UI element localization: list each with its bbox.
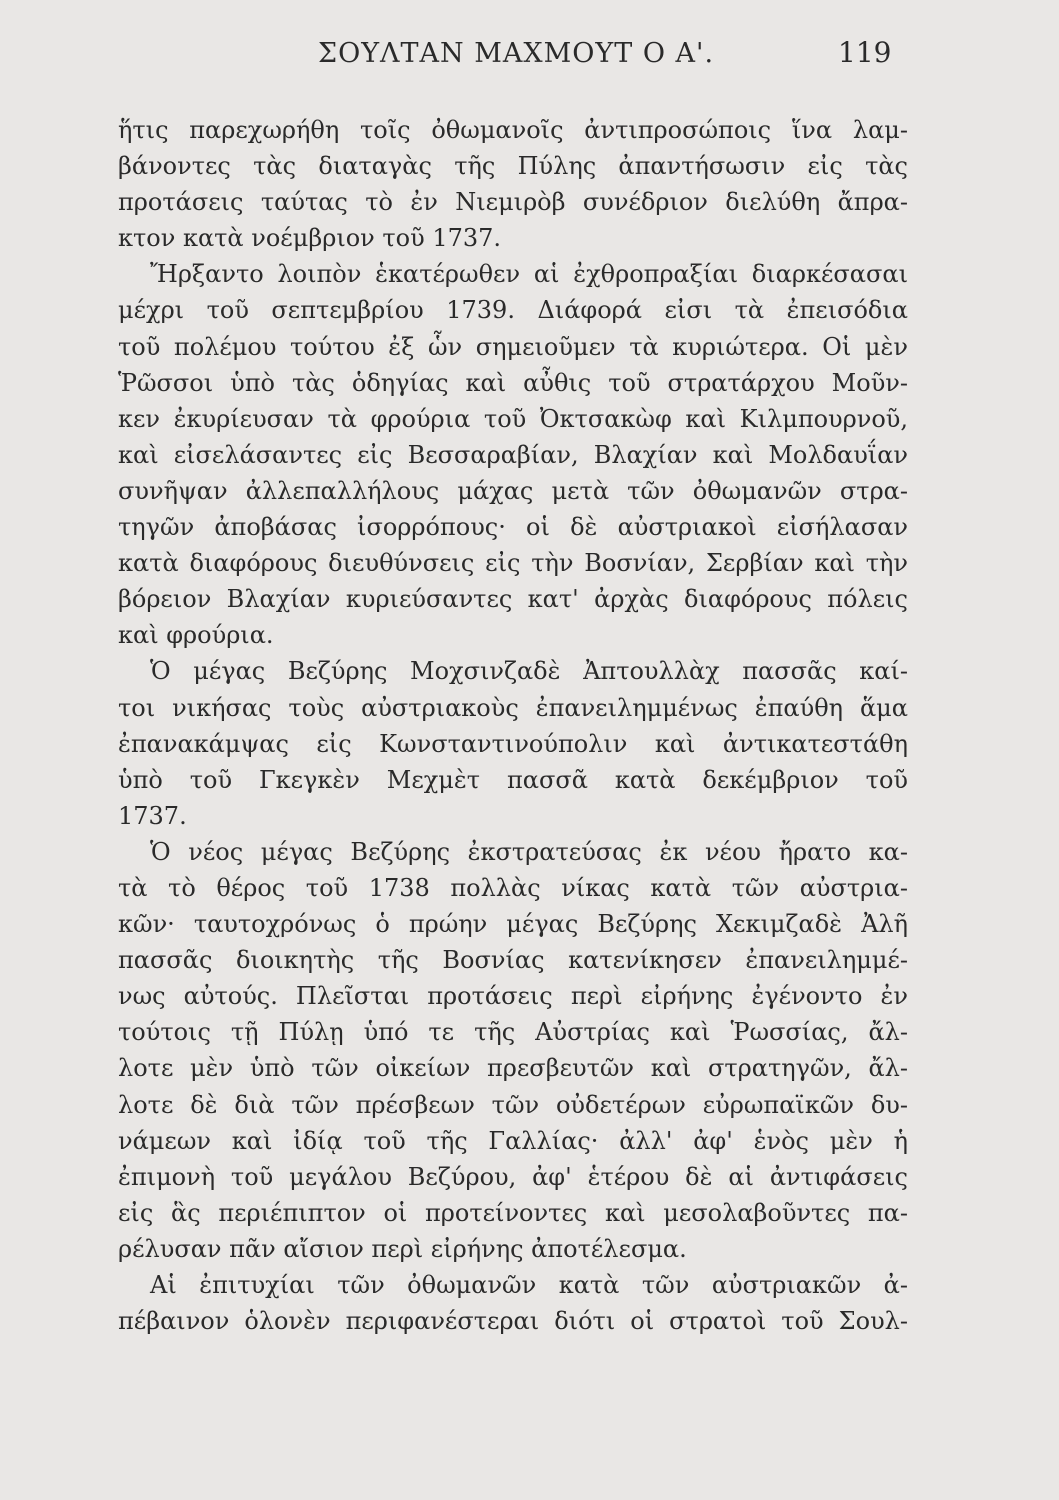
text-line: εἰς ἃς περιέπιπτον οἱ προτείνοντες καὶ μεσολαβοῦντες πα- — [118, 1198, 908, 1227]
text-line: τοῦ πολέμου τούτου ἐξ ὧν σημειοῦμεν τὰ κυριώτερα. Οἱ μὲν — [118, 332, 908, 361]
paragraph-first-line: Αἱ ἐπιτυχίαι τῶν ὀθωμανῶν κατὰ τῶν αὐστριακῶν ἀ- — [150, 1271, 908, 1299]
paragraph-first-line: Ὁ μέγας Βεζύρης Μοχσινζαδὲ Ἀπτουλλὰχ πασσᾶς καί- — [150, 657, 908, 686]
text-line: τούτοις τῇ Πύλῃ ὑπό τε τῆς Αὐστρίας καὶ Ῥωσσίας, ἄλ- — [118, 1018, 908, 1047]
text-line: συνῆψαν ἀλλεπαλλήλους μάχας μετὰ τῶν ὀθωμανῶν στρα- — [118, 476, 908, 505]
text-line: 1737. — [118, 801, 187, 830]
paragraph-first-line: Ὁ νέος μέγας Βεζύρης ἐκστρατεύσας ἐκ νέου ἤρατο κα- — [150, 837, 908, 866]
body-text — [118, 112, 908, 1339]
text-line: ὑπὸ τοῦ Γκεγκὲν Μεχμὲτ πασσᾶ κατὰ δεκέμβριον τοῦ — [118, 765, 908, 794]
text-line: κῶν· ταυτοχρόνως ὁ πρώην μέγας Βεζύρης Χεκιμζαδὲ Ἀλῆ — [118, 910, 908, 939]
text-line: καὶ φρούρια. — [118, 621, 274, 650]
text-line: ρέλυσαν πᾶν αἴσιον περὶ εἰρήνης ἀποτέλεσμα. — [118, 1234, 687, 1263]
text-line: καὶ εἰσελάσαντες εἰς Βεσσαραβίαν, Βλαχίαν καὶ Μολδαυΐαν — [118, 440, 908, 469]
text-line: τηγῶν ἀποβάσας ἰσορρόπους· οἱ δὲ αὐστριακοὶ εἰσήλασαν — [118, 513, 908, 542]
text-line: ἥτις παρεχωρήθη τοῖς ὀθωμανοῖς ἀντιπροσώποις ἵνα λαμ- — [118, 116, 908, 144]
text-line: πασσᾶς διοικητὴς τῆς Βοσνίας κατενίκησεν ἐπανειλημμέ- — [118, 946, 908, 975]
text-line: βάνοντες τὰς διαταγὰς τῆς Πύλης ἀπαντήσωσιν εἰς τὰς — [118, 152, 908, 181]
text-line: λοτε δὲ διὰ τῶν πρέσβεων τῶν οὐδετέρων εὐρωπαϊκῶν δυ- — [118, 1090, 908, 1119]
text-line: κεν ἐκυρίευσαν τὰ φρούρια τοῦ Ὀκτσακὼφ καὶ Κιλμπουρνοῦ, — [118, 404, 908, 433]
text-line: τὰ τὸ θέρος τοῦ 1738 πολλὰς νίκας κατὰ τῶν αὐστρια- — [118, 873, 908, 902]
text-line: βόρειον Βλαχίαν κυριεύσαντες κατ' ἀρχὰς διαφόρους πόλεις — [118, 585, 908, 614]
page-number: 119 — [838, 36, 892, 69]
text-line: λοτε μὲν ὑπὸ τῶν οἰκείων πρεσβευτῶν καὶ στρατηγῶν, ἄλ- — [118, 1054, 908, 1083]
text-line: Ῥῶσσοι ὑπὸ τὰς ὁδηγίας καὶ αὖθις τοῦ στρατάρχου Μοῦν- — [118, 368, 908, 397]
running-head — [0, 38, 1059, 78]
text-line: νάμεων καὶ ἰδίᾳ τοῦ τῆς Γαλλίας· ἀλλ' ἀφ' ἑνὸς μὲν ἡ — [118, 1126, 908, 1155]
text-line: ἐπιμονὴ τοῦ μεγάλου Βεζύρου, ἀφ' ἑτέρου δὲ αἱ ἀντιφάσεις — [118, 1162, 908, 1191]
text-line: κτον κατὰ νοέμβριον τοῦ 1737. — [118, 224, 502, 253]
text-line: ἐπανακάμψας εἰς Κωνσταντινούπολιν καὶ ἀντικατεστάθη — [118, 729, 908, 758]
text-line: κατὰ διαφόρους διευθύνσεις εἰς τὴν Βοσνίαν, Σερβίαν καὶ τὴν — [118, 549, 908, 578]
text-line: νως αὐτούς. Πλεῖσται προτάσεις περὶ εἰρήνης ἐγένοντο ἐν — [118, 982, 908, 1011]
running-title: ΣΟΥΛΤΑΝ ΜΑΧΜΟΥΤ Ο Α'. — [318, 38, 715, 69]
text-line: πέβαινον ὁλονὲν περιφανέστεραι διότι οἱ στρατοὶ τοῦ Σουλ- — [118, 1307, 908, 1336]
paragraph-first-line: Ἤρξαντο λοιπὸν ἑκατέρωθεν αἱ ἐχθροπραξίαι διαρκέσασαι — [150, 260, 908, 289]
text-line: μέχρι τοῦ σεπτεμβρίου 1739. Διάφορά εἰσι τὰ ἐπεισόδια — [118, 296, 908, 325]
text-line: προτάσεις ταύτας τὸ ἐν Νιεμιρὸβ συνέδριον διελύθη ἄπρα- — [118, 188, 908, 217]
text-line: τοι νικήσας τοὺς αὐστριακοὺς ἐπανειλημμένως ἐπαύθη ἅμα — [118, 693, 908, 722]
